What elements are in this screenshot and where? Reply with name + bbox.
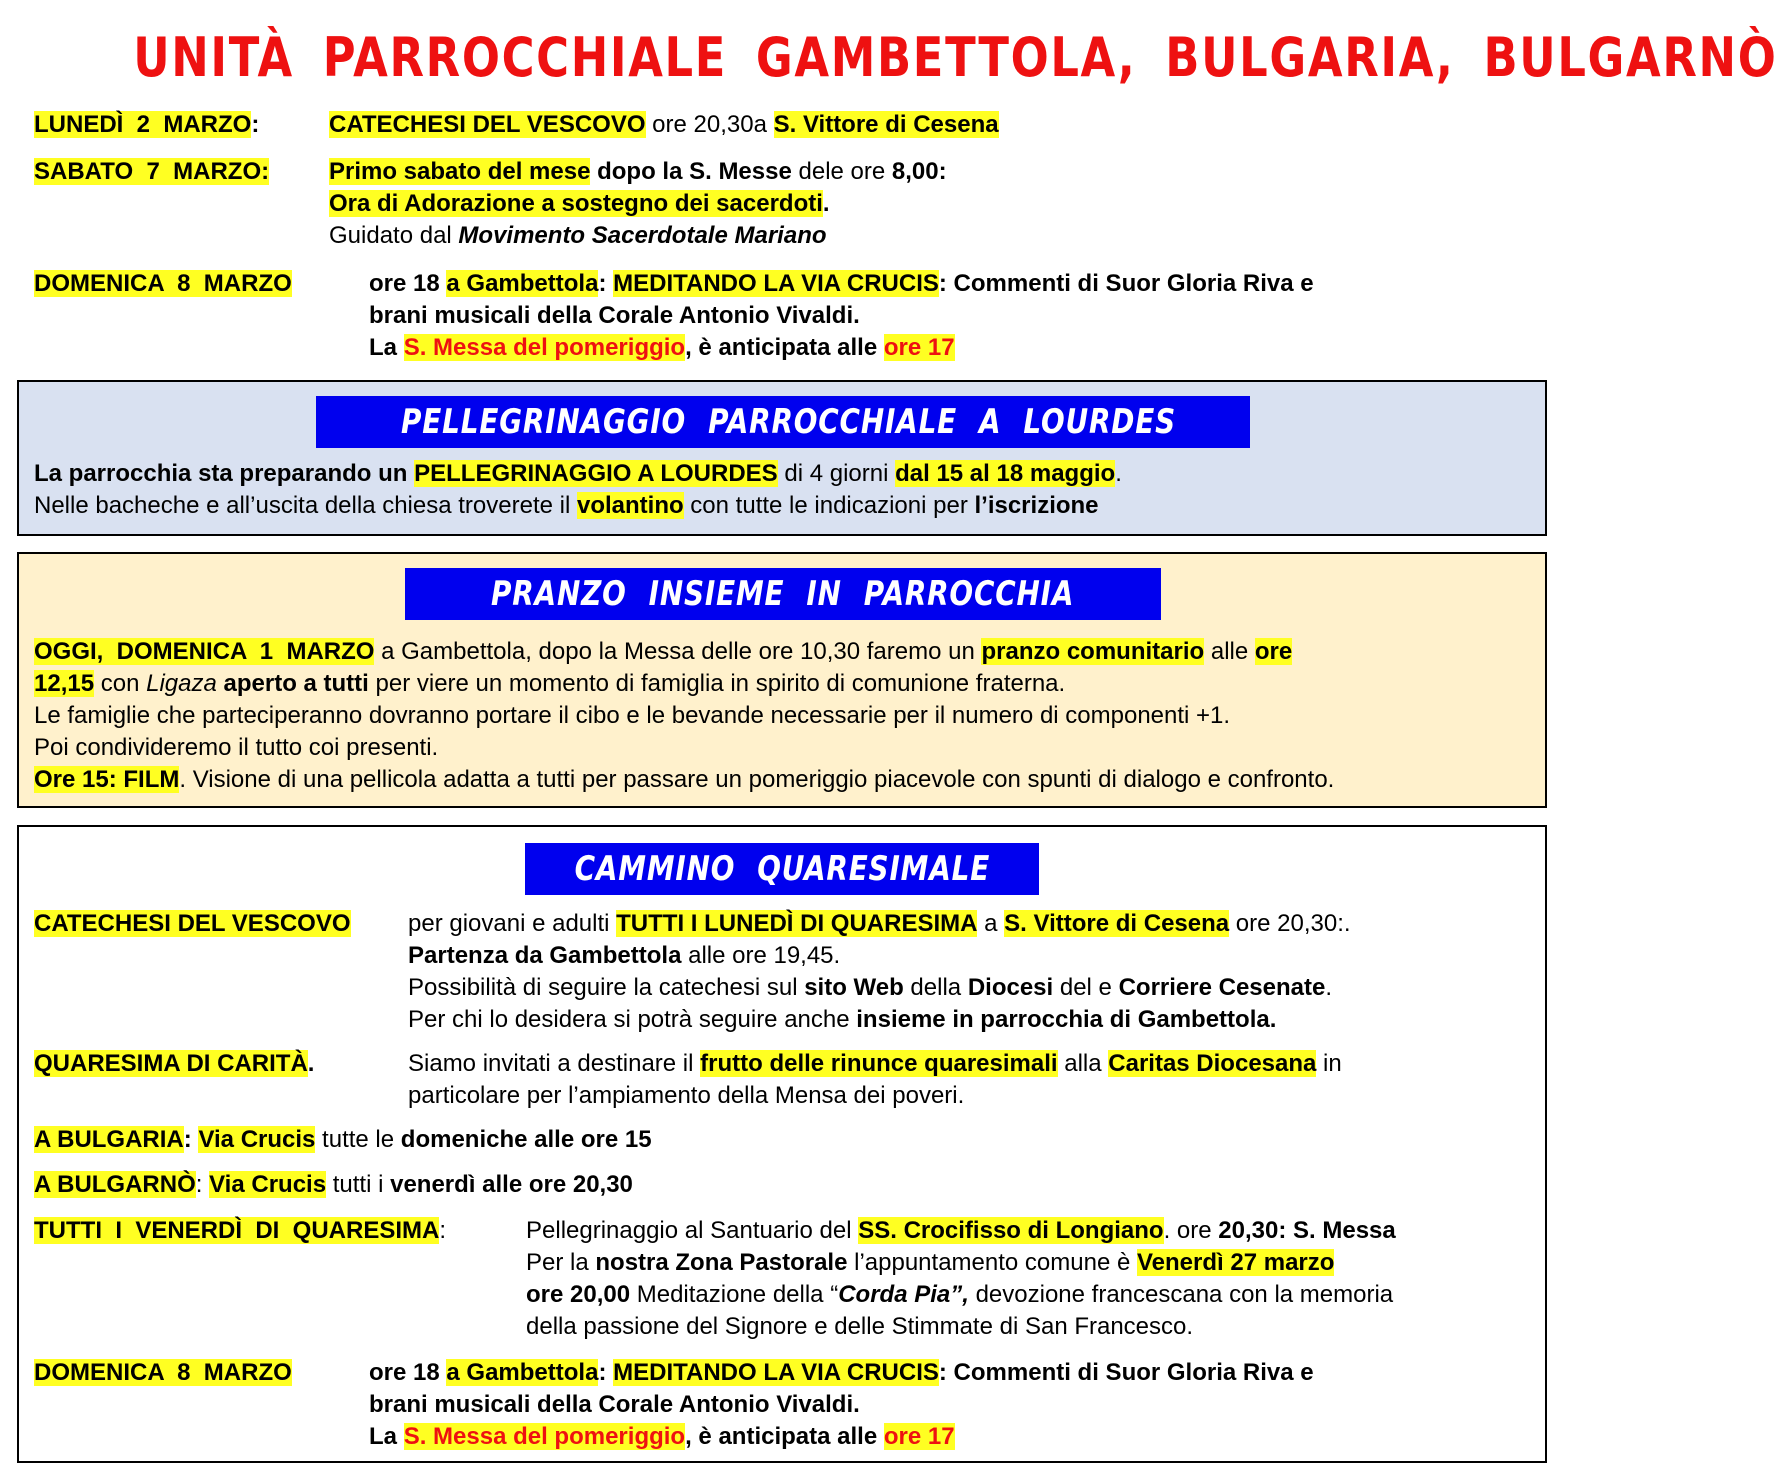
text-line: [369, 1421, 1314, 1453]
text-run: . Visione di una pellicola adatta a tutti per passare un pomeriggio piacevole con spunti di dialogo e confronto.: [179, 766, 1335, 793]
text-run: ore 20,30a: [645, 111, 774, 138]
text-run: del e: [1053, 974, 1119, 1001]
text-run: aperto a tutti: [223, 670, 369, 697]
pranzo-text: [34, 636, 1334, 796]
text-run: , è anticipata alle: [685, 334, 884, 361]
highlighted-text: S. Vittore di Cesena: [1004, 910, 1230, 937]
quaresima-entry-label: [34, 1048, 314, 1080]
text-run: domeniche alle ore 15: [400, 1126, 652, 1153]
text-run: devozione francescana con la memoria: [968, 1281, 1394, 1308]
text-line: [34, 700, 1334, 732]
highlighted-text: CATECHESI DEL VESCOVO: [34, 910, 351, 937]
text-run: alle ore 19,45.: [681, 942, 841, 969]
quaresima-banner-text: CAMMINO QUARESIMALE: [574, 849, 990, 889]
text-run: Siamo invitati a destinare il: [408, 1050, 701, 1077]
highlighted-text: S. Messa del pomeriggio: [403, 334, 686, 361]
quaresima-entry-label: [34, 1215, 446, 1247]
text-run: :: [598, 270, 614, 297]
text-line: [329, 220, 947, 252]
text-line: [329, 188, 947, 220]
text-run: . ore: [1163, 1217, 1219, 1244]
highlighted-text: TUTTI I LUNEDÌ DI QUARESIMA: [616, 910, 978, 937]
text-run: tutte le: [315, 1126, 401, 1153]
highlighted-text: pranzo comunitario: [981, 638, 1205, 665]
text-run: venerdì alle ore 20,30: [390, 1171, 633, 1198]
text-line: [526, 1247, 1396, 1279]
text-line: [34, 668, 1334, 700]
text-run: Meditazione della “: [630, 1281, 839, 1308]
quaresima-entry-label: [34, 1357, 292, 1389]
event-details: [329, 156, 947, 252]
quaresima-banner: [525, 843, 1039, 895]
text-line: [408, 940, 1332, 972]
text-run: Possibilità di seguire la catechesi sul: [408, 974, 805, 1001]
pranzo-banner: [405, 568, 1161, 620]
text-run: Per chi lo desidera si potrà seguire anche: [408, 1006, 857, 1033]
highlighted-text: dal 15 al 18 maggio: [895, 460, 1116, 487]
quaresima-entry-line: [34, 1169, 633, 1201]
text-line: [329, 156, 947, 188]
highlighted-text: ore 17: [883, 1423, 955, 1450]
text-run: La: [369, 1423, 404, 1450]
highlighted-text: :: [261, 158, 270, 185]
highlighted-text: DOMENICA 8 MARZO: [34, 270, 292, 297]
text-line: [408, 1080, 1342, 1112]
text-line: [526, 1279, 1396, 1311]
event-label: [34, 109, 259, 141]
text-run: [217, 670, 224, 697]
text-run: alla: [1057, 1050, 1109, 1077]
text-run: per giovani e adulti: [408, 910, 617, 937]
text-run: Nelle bacheche e all’uscita della chiesa troverete il: [34, 492, 577, 519]
highlighted-text: A BULGARIA: [34, 1126, 184, 1153]
text-run: dele ore: [791, 158, 892, 185]
text-line: [369, 332, 1314, 364]
text-run: per viere un momento di famiglia in spirito di comunione fraterna.: [368, 670, 1066, 697]
quaresima-entry-details: [526, 1215, 1396, 1343]
text-line: [526, 1311, 1396, 1343]
text-run: con: [94, 670, 147, 697]
quaresima-entry-details: [369, 1357, 1314, 1453]
pranzo-banner-text: PRANZO INSIEME IN PARROCCHIA: [491, 574, 1075, 614]
quaresima-entry-label: [34, 908, 351, 940]
highlighted-text: TUTTI I VENERDÌ DI QUARESIMA: [34, 1217, 440, 1244]
text-run: nostra Zona Pastorale: [595, 1249, 848, 1276]
lourdes-banner-text: PELLEGRINAGGIO PARROCCHIALE A LOURDES: [401, 402, 1177, 442]
text-line: [34, 636, 1334, 668]
lourdes-banner: [316, 396, 1250, 448]
quaresima-entry-details: [408, 1048, 1342, 1112]
event-details: [369, 268, 1314, 364]
highlighted-text: S. Messa del pomeriggio: [403, 1423, 686, 1450]
text-run: della passione del Signore e delle Stimmate di San Francesco.: [526, 1313, 1194, 1340]
text-run: Diocesi: [967, 974, 1054, 1001]
text-line: [34, 458, 1122, 490]
text-line: [369, 1357, 1314, 1389]
event-label: [34, 268, 292, 300]
text-run: brani musicali della Corale Antonio Vivaldi.: [369, 302, 860, 329]
quaresima-entry-details: [408, 940, 1332, 1036]
text-run: a: [977, 910, 1005, 937]
lourdes-text: [34, 458, 1122, 522]
text-run: Guidato dal: [329, 222, 459, 249]
pranzo-section: [17, 552, 1547, 808]
text-line: [34, 764, 1334, 796]
highlighted-text: a Gambettola: [446, 1359, 599, 1386]
text-run: alle: [1204, 638, 1255, 665]
text-run: di 4 giorni: [777, 460, 896, 487]
text-run: insieme in parrocchia di Gambettola.: [856, 1006, 1277, 1033]
event-label: [34, 156, 269, 188]
highlighted-text: Venerdì 27 marzo: [1136, 1249, 1335, 1276]
text-run: della: [903, 974, 968, 1001]
text-run: Movimento Sacerdotale Mariano: [458, 222, 827, 249]
text-run: La: [369, 334, 404, 361]
text-line: [408, 1048, 1342, 1080]
highlighted-text: volantino: [576, 492, 684, 519]
highlighted-text: Ore 15: FILM: [34, 766, 180, 793]
page-title: UNITÀ PARROCCHIALE GAMBETTOLA, BULGARIA, BULGARNÒ: [133, 26, 1777, 89]
highlighted-text: QUARESIMA DI CARITÀ: [34, 1050, 308, 1077]
highlighted-text: 12,15: [34, 670, 95, 697]
text-run: sito Web: [804, 974, 904, 1001]
quaresima-section: [17, 825, 1547, 1463]
highlighted-text: Via Crucis: [198, 1126, 316, 1153]
text-run: con tutte le indicazioni per: [683, 492, 975, 519]
highlighted-text: Caritas Diocesana: [1108, 1050, 1317, 1077]
text-run: ore 20,30:.: [1229, 910, 1351, 937]
quaresima-entry-line: [34, 1124, 652, 1156]
highlighted-text: frutto delle rinunce quaresimali: [700, 1050, 1058, 1077]
highlighted-text: LUNEDÌ 2 MARZO: [34, 111, 252, 138]
text-run: : Commenti di Suor Gloria Riva e: [938, 270, 1314, 297]
text-run: 8,00:: [891, 158, 947, 185]
text-run: :: [183, 1126, 199, 1153]
text-line: [34, 490, 1122, 522]
text-run: particolare per l’ampiamento della Mensa dei poveri.: [408, 1082, 965, 1109]
highlighted-text: DOMENICA 8 MARZO: [34, 1359, 292, 1386]
text-run: ore 18: [369, 270, 447, 297]
text-run: :: [251, 111, 260, 138]
text-run: :: [195, 1171, 210, 1198]
text-run: :: [598, 1359, 614, 1386]
text-run: 20,30: S. Messa: [1218, 1217, 1396, 1244]
text-run: a Gambettola, dopo la Messa delle ore 10,30 faremo un: [374, 638, 982, 665]
quaresima-entry-first: [408, 908, 1351, 940]
text-run: : Commenti di Suor Gloria Riva e: [938, 1359, 1314, 1386]
highlighted-text: OGGI, DOMENICA 1 MARZO: [34, 638, 375, 665]
highlighted-text: MEDITANDO LA VIA CRUCIS: [613, 270, 939, 297]
highlighted-text: SABATO 7 MARZO: [34, 158, 262, 185]
text-line: [369, 268, 1314, 300]
text-run: ore 18: [369, 1359, 447, 1386]
text-run: :: [439, 1217, 447, 1244]
text-line: [329, 109, 999, 141]
highlighted-text: CATECHESI DEL VESCOVO: [329, 111, 646, 138]
text-line: [526, 1215, 1396, 1247]
highlighted-text: Via Crucis: [209, 1171, 327, 1198]
text-run: Le famiglie che parteciperanno dovranno portare il cibo e le bevande necessarie per il numero di componenti +1.: [34, 702, 1231, 729]
text-run: .: [1115, 460, 1122, 487]
highlighted-text: a Gambettola: [446, 270, 599, 297]
text-run: tutti i: [326, 1171, 391, 1198]
text-run: brani musicali della Corale Antonio Vivaldi.: [369, 1391, 860, 1418]
highlighted-text: A BULGARNÒ: [34, 1171, 196, 1198]
text-line: [408, 972, 1332, 1004]
text-line: [408, 1004, 1332, 1036]
text-run: .: [307, 1050, 315, 1077]
highlighted-text: PELLEGRINAGGIO A LOURDES: [414, 460, 778, 487]
text-line: [369, 300, 1314, 332]
text-run: Corriere Cesenate: [1118, 974, 1326, 1001]
highlighted-text: ore: [1254, 638, 1293, 665]
text-run: Poi condivideremo il tutto coi presenti.: [34, 734, 439, 761]
event-details: [329, 109, 999, 141]
highlighted-text: SS. Crocifisso di Longiano: [858, 1217, 1164, 1244]
highlighted-text: ore 17: [883, 334, 955, 361]
lourdes-section: [17, 380, 1547, 536]
text-line: [369, 1389, 1314, 1421]
text-run: La parrocchia sta preparando un: [34, 460, 415, 487]
highlighted-text: S. Vittore di Cesena: [773, 111, 999, 138]
text-run: ore 20,00: [526, 1281, 631, 1308]
text-run: Corda Pia”,: [838, 1281, 969, 1308]
text-run: Pellegrinaggio al Santuario del: [526, 1217, 859, 1244]
highlighted-text: MEDITANDO LA VIA CRUCIS: [613, 1359, 939, 1386]
highlighted-text: Primo sabato del mese: [329, 158, 591, 185]
text-run: .: [822, 190, 830, 217]
text-run: l’iscrizione: [974, 492, 1099, 519]
text-run: .: [1325, 974, 1333, 1001]
highlighted-text: Ora di Adorazione a sostegno dei sacerdoti: [329, 190, 823, 217]
text-run: Ligaza: [146, 670, 217, 697]
text-line: [34, 732, 1334, 764]
text-run: Per la: [526, 1249, 596, 1276]
text-run: l’appuntamento comune è: [847, 1249, 1137, 1276]
text-run: in: [1316, 1050, 1342, 1077]
text-run: dopo la S. Messe: [590, 158, 792, 185]
text-run: Partenza da Gambettola: [408, 942, 682, 969]
text-run: , è anticipata alle: [685, 1423, 884, 1450]
